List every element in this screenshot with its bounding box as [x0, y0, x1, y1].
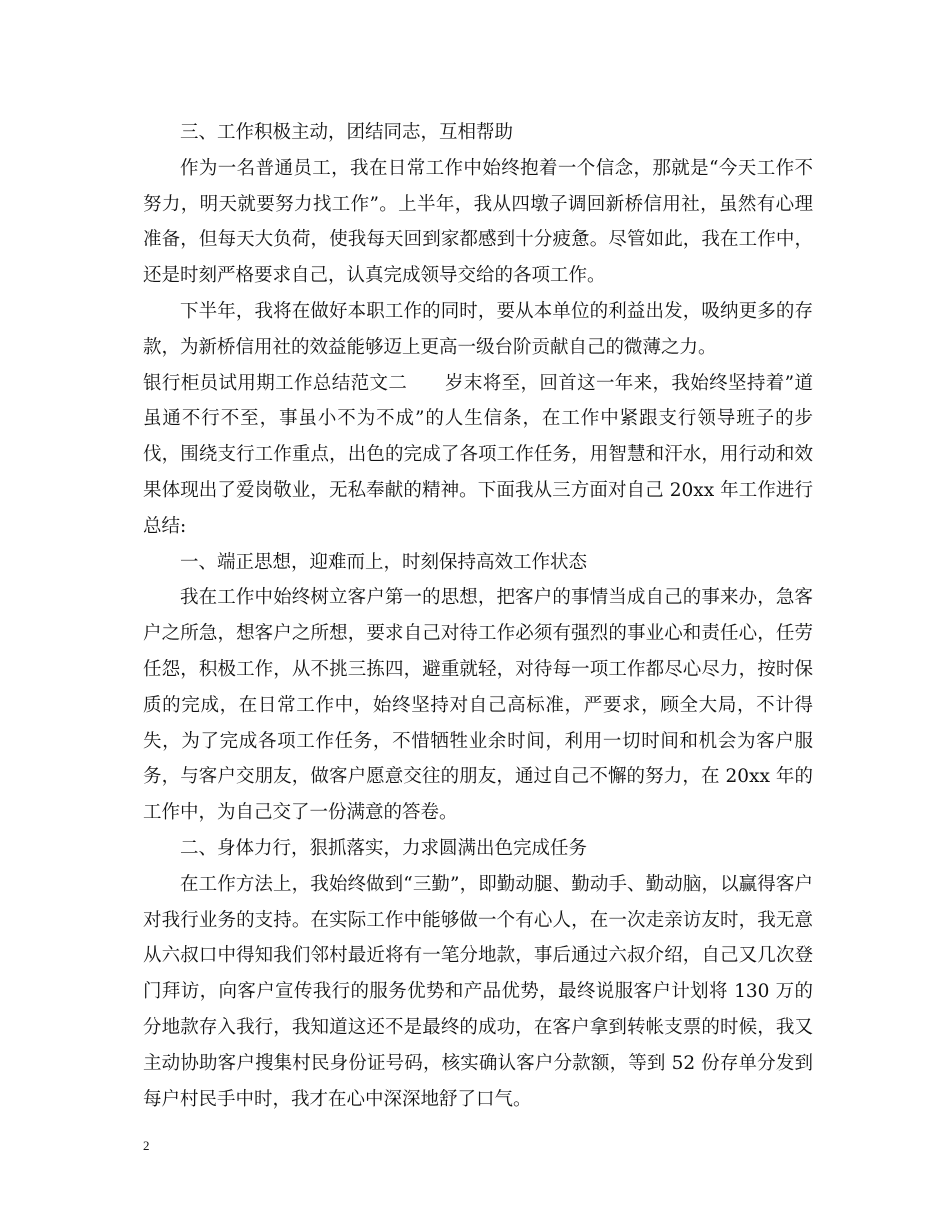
page-number: 2 — [143, 1138, 150, 1153]
article-title-paragraph: 银行柜员试用期工作总结范文二 岁末将至，回首这一年来，我始终坚持着”道虽通不行不至，事虽小不为不成”的人生信条，在工作中紧跟支行领导班子的步伐，围绕支行工作重点，出色的完成了各项工作任务，用智慧和汗水，用行动和效果体现出了爱岗敬业，无私奉献的精神。下面我从三方面对自己 20xx 年工作进行总结: — [143, 372, 813, 537]
section-heading: 一、端正思想，迎难而上，时刻保持高效工作状态 — [180, 551, 588, 573]
body-paragraph: 下半年，我将在做好本职工作的同时，要从本单位的利益出发，吸纳更多的存款，为新桥信用社的效益能够迈上更高一级台阶贡献自己的微薄之力。 — [143, 300, 813, 358]
body-paragraph: 在工作方法上，我始终做到“三勤”，即勤动腿、勤动手、勤动脑，以赢得客户对我行业务的支持。在实际工作中能够做一个有心人，在一次走亲访友时，我无意从六叔口中得知我们邻村最近将有一笔分地款，事后通过六叔介绍，自己又几次登门拜访，向客户宣传我行的服务优势和产品优势，最终说服客户计划将 130 万的分地款存入我行，我知道这还不是最终的成功，在客户拿到转帐支票的时候，我又主动协助客户搜集村民身份证号码，核实确认客户分款额，等到 52 份存单分发到每户村民手中时，我才在心中深深地舒了口气。 — [143, 873, 813, 1110]
section-heading: 三、工作积极主动，团结同志，互相帮助 — [180, 122, 514, 143]
body-paragraph: 作为一名普通员工，我在日常工作中始终抱着一个信念，那就是“今天工作不努力，明天就要努力找工作”。上半年，我从四墩子调回新桥信用社，虽然有心理准备，但每天大负荷，使我每天回到家都感到十分疲惫。尽管如此，我在工作中，还是时刻严格要求自己，认真完成领导交给的各项工作。 — [143, 157, 813, 287]
body-paragraph: 我在工作中始终树立客户第一的思想，把客户的事情当成自己的事来办，急客户之所急，想客户之所想，要求自己对待工作必须有强烈的事业心和责任心，任劳任怨，积极工作，从不挑三拣四，避重就轻，对待每一项工作都尽心尽力，按时保质的完成，在日常工作中，始终坚持对自己高标准，严要求，顾全大局，不计得失，为了完成各项工作任务，不惜牺牲业余时间，利用一切时间和机会为客户服务，与客户交朋友，做客户愿意交往的朋友，通过自己不懈的努力，在 20xx 年的工作中，为自己交了一份满意的答卷。 — [143, 587, 813, 824]
document-body — [143, 115, 813, 1117]
section-heading: 二、身体力行，狠抓落实，力求圆满出色完成任务 — [180, 837, 588, 859]
